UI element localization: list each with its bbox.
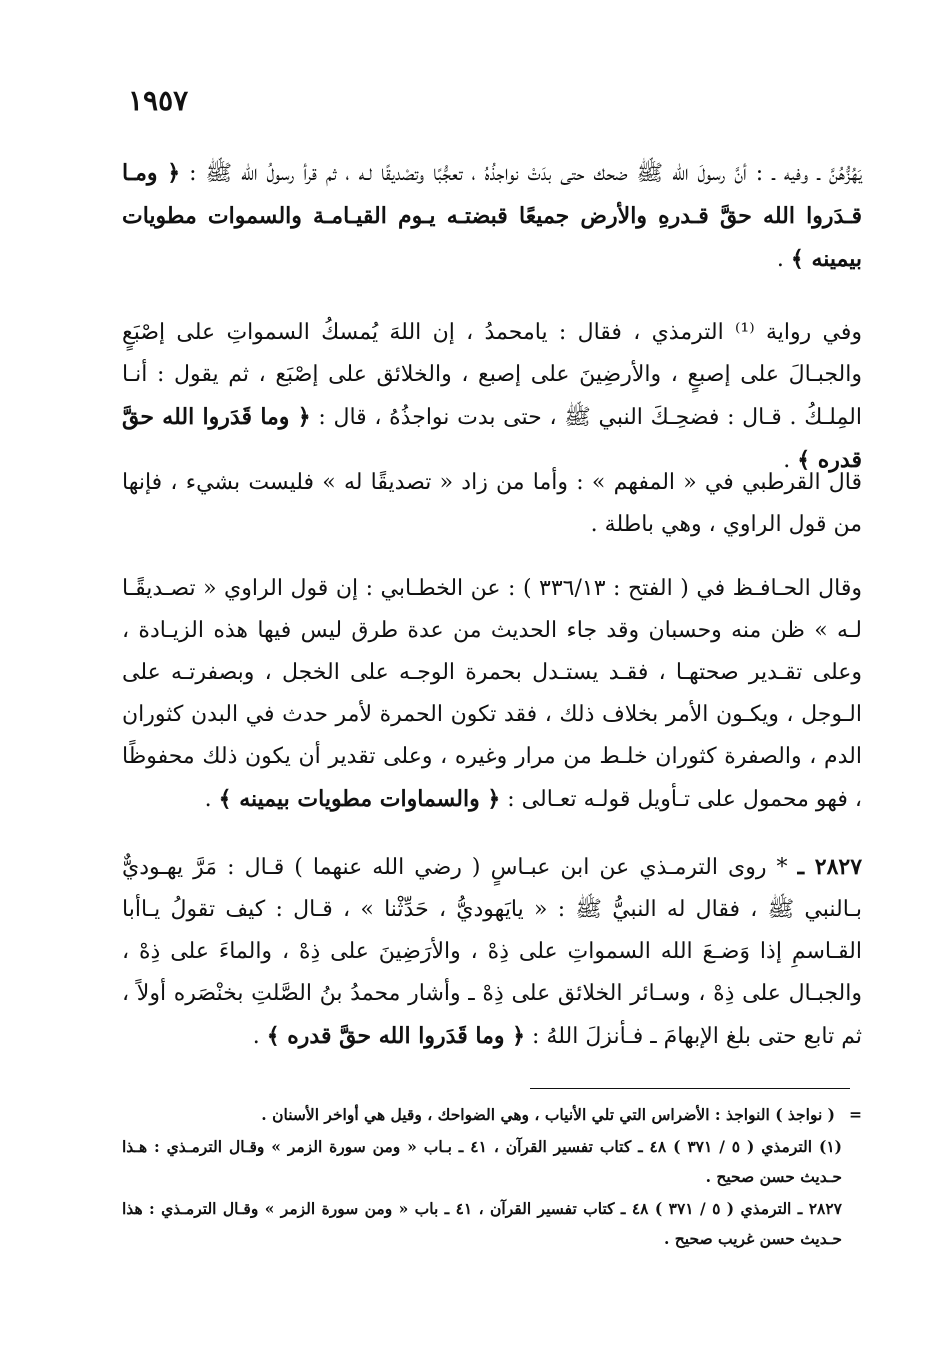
hadith-end: .: [252, 1024, 267, 1049]
quran-verse-4: ﴿ والسماوات مطويات بيمينه ﴾: [218, 786, 501, 812]
paragraph-2-end: .: [783, 448, 798, 473]
paragraph-3-text: قال القرطبي في « المفهم » : وأما من زاد « تصديقًا له » فليست بشيء ، فإنها من قول الراوي ، وهي باطلة .: [122, 470, 862, 537]
paragraph-3: [122, 462, 862, 546]
page-number: ١٩٥٧: [128, 84, 189, 117]
paragraph-1: [122, 152, 862, 281]
quran-verse-5: ﴿ وما قَدَروا الله حقَّ قدره ﴾: [266, 1023, 526, 1049]
paragraph-4-text: وقال الحـافـظ في ( الفتح : ٣٣٦/١٣ ) : عن الخطـابي : إن قول الراوي « تصـديقًـا لـه » ظن منه وحسبان وقد جاء الحديث من عدة طرق ليس فيها هذه الزيـادة ، وعلى تقـدير صحتهـا ، فقـد يستـدل بحمرة الوجـه على الخجل ، وبصفرتـه على الـوجل ، ويكـون الأمر بخلاف ذلك ، فقد تكون الحمرة لأمر حدث في البدن كثوران الدم ، والصفرة كثوران خلـط من مرار وغيره ، وعلى تقدير أن يكون ذلك محفوظًا ، فهو محمول على تـأويل قولـه تعـالى :: [122, 576, 863, 812]
hadith-number: ٢٨٢٧ ـ: [797, 854, 863, 880]
footnote-0-text: ( نواجذ ) النواجذ : الأضراس التي تلي الأنياب ، وهي الضواحك ، وقيل هي أواخر الأسنان .: [261, 1105, 835, 1124]
paragraph-1-text: يَهُزُّهُنَّ ـ وفيه ـ : أنَّ رسولَ الله ﷺ ضحك حتى بدَتْ نواجذُهُ ، تعجُّبًا وتصْديقًا لـه ، ثم قرأ رسولُ الله ﷺ :: [180, 161, 862, 186]
footnotes: [122, 1100, 862, 1256]
paragraph-4-end: .: [204, 787, 219, 812]
footnote-0: [122, 1100, 862, 1130]
hadith-2827: [122, 846, 862, 1058]
footnote-2: ٢٨٢٧ ـ الترمذي ( ٥ / ٣٧١ ) ٤٨ ـ كتاب تفسير القرآن ، ٤١ ـ باب « ومن سورة الزمر » وقـال الترمـذي : هذا حـديث حسن غريب صحيح .: [122, 1199, 842, 1248]
quran-verse-2: ﴿ وما قَدَروا الله حقَّ قدره ﴾: [122, 404, 862, 473]
quran-verse-1: ﴿ ومـا قـدَروا الله حقَّ قـدرهِ والأرض جميعًا قبضتـه يـوم القيـامـة والسموات مطويات بيمينه ﴾: [122, 160, 862, 272]
hadith-text: * روى الترمـذي عن ابن عبـاسٍ ( رضي الله عنهما ) قـال : مَرَّ يهـوديٌّ بـالنبي ﷺ ، فقال له النبيُّ ﷺ : « يايَهوديُّ ، حَدِّثْنا » ، قـال : كيف تقولُ يـاأبا القـاسمِ إذا وَضـعَ الله السمواتِ على ذِهْ ، والأرَضِينَ على ذِهْ ، والماءَ على ذِهْ ، والجبـال على ذِهْ ، وسـائر الخلائق على ذِهْ ـ وأشار محمدُ بنُ الصَّلتِ بخنْصَره أولاً ، ثم تابع حتى بلغ الإبهامَ ـ فـأنزلَ اللهُ :: [122, 855, 862, 1049]
footnote-divider: [530, 1088, 850, 1089]
footnote-continuation-mark: =: [849, 1105, 862, 1124]
paragraph-1-end: .: [776, 247, 791, 272]
paragraph-2: [122, 312, 862, 482]
footnote-1: (١) الترمذي ( ٥ / ٣٧١ ) ٤٨ ـ كتاب تفسير القرآن ، ٤١ ـ بـاب « ومن سورة الزمر » وقـال الترمـذي : هـذا حـديث حسن صحيح .: [122, 1137, 842, 1186]
paragraph-2-text: وفي رواية ⁽¹⁾ الترمذي ، فقال : يامحمدُ ، إن اللهَ يُمسكُ السمواتِ على إصْبَعٍ والجبـالَ على إصبعٍ ، والأرضِينَ على إصبع ، والخلائق على إصْبَع ، ثم يقول : أنـا المِلـكُ . قـال : فضحِـكَ النبي ﷺ ، حتى بدت نواجذُهُ ، قال :: [122, 320, 862, 430]
paragraph-4: [122, 568, 862, 821]
